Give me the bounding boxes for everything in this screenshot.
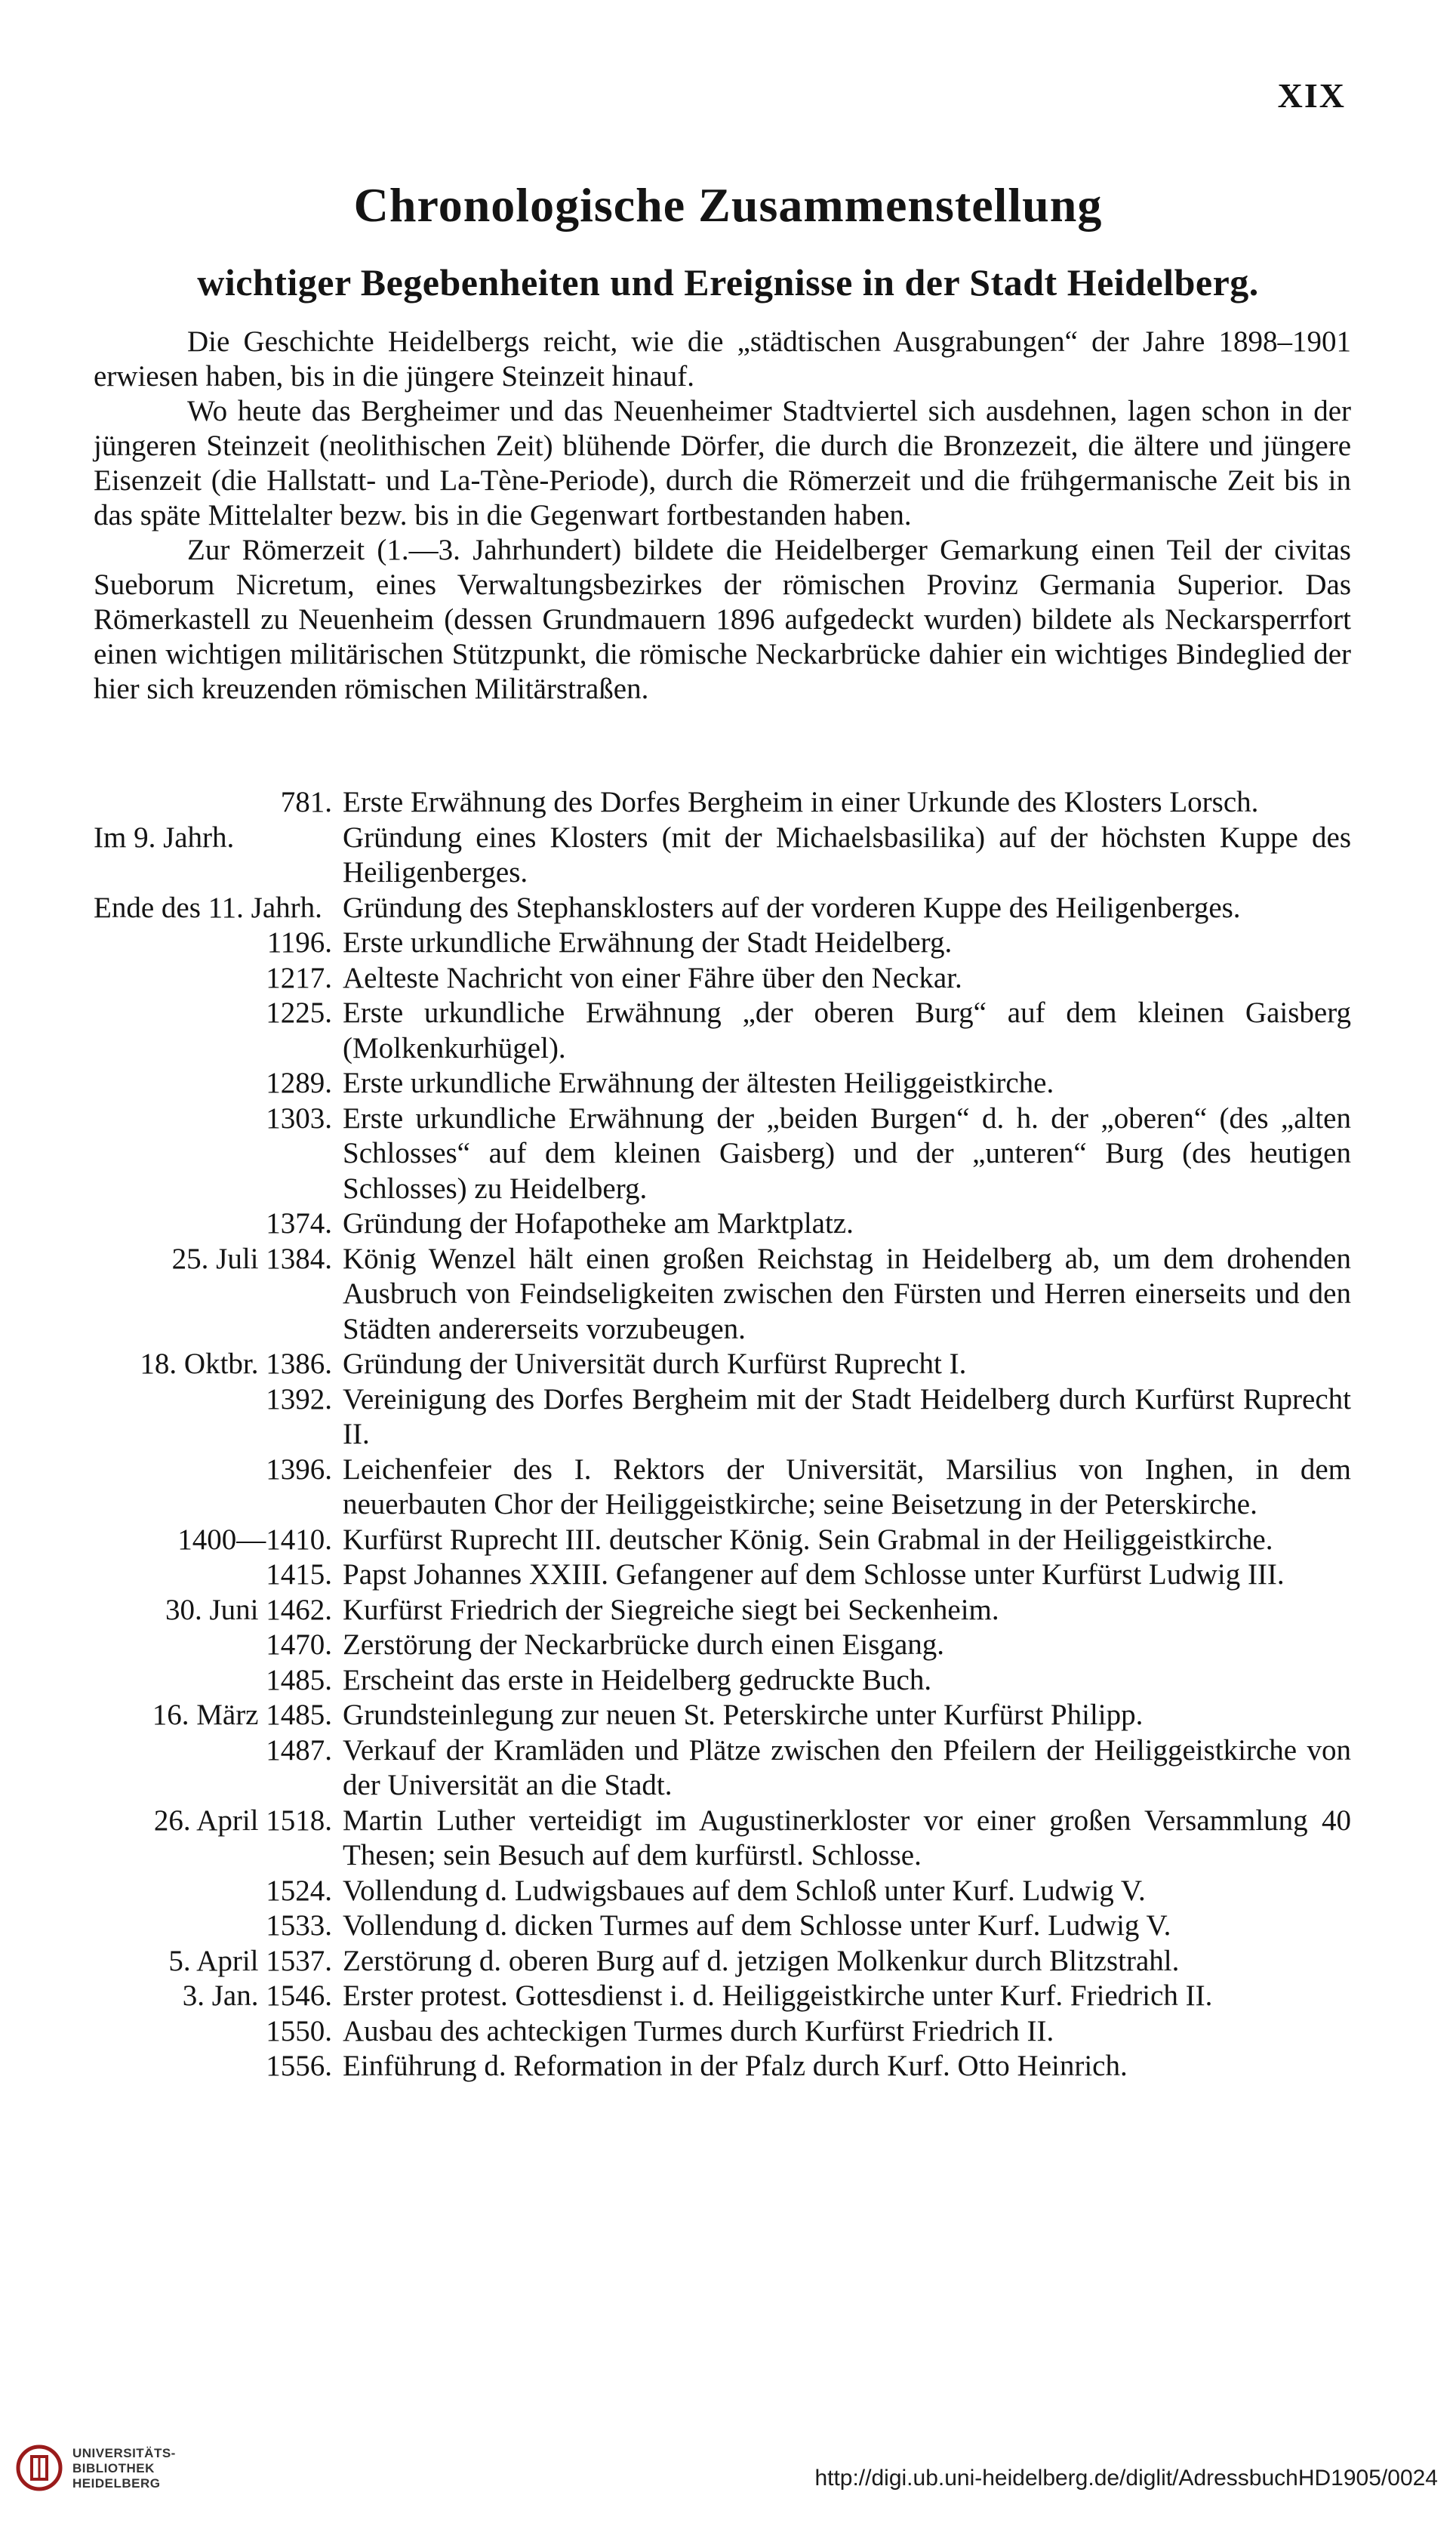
entry-text: Vereinigung des Dorfes Bergheim mit der Stadt Heidelberg durch Kurfürst Ruprecht II. xyxy=(343,1382,1351,1450)
entry-text: Erste urkundliche Erwähnung „der oberen Burg“ auf dem kleinen Gaisberg (Molkenkurhügel). xyxy=(343,997,1351,1064)
chronology-entry xyxy=(94,1593,1351,1628)
chronology-entry xyxy=(94,1347,1351,1382)
library-line: BIBLIOTHEK xyxy=(72,2461,155,2475)
chronology-entry xyxy=(94,1979,1351,2014)
entry-text: Gründung des Stephansklosters auf der vorderen Kuppe des Heiligenberges. xyxy=(343,891,1241,924)
entry-date: 1556. xyxy=(266,2050,332,2082)
intro-paragraph: Wo heute das Bergheimer und das Neuenheimer Stadtviertel sich ausdehnen, lagen schon in der jüngeren Steinzeit (neolithischen Zeit) blühende Dörfer, die durch die Bronzezeit, die ältere und jüngere Eisenzeit (die Hallstatt- und La-Tène-Periode), durch die Römerzeit und die frühgermanische Zeit bis in das späte Mittelalter bezw. bis in die Gegenwart fortbestanden haben. xyxy=(94,395,1351,531)
entry-date: Ende des 11. Jahrh. xyxy=(94,891,322,924)
entry-date: 3. Jan. 1546. xyxy=(182,1979,332,2012)
entry-text: Kurfürst Friedrich der Siegreiche siegt bei Seckenheim. xyxy=(343,1593,999,1626)
entry-text: Papst Johannes XXIII. Gefangener auf dem Schlosse unter Kurfürst Ludwig III. xyxy=(343,1558,1285,1591)
entry-text: Erste Erwähnung des Dorfes Bergheim in einer Urkunde des Klosters Lorsch. xyxy=(343,786,1259,818)
chronology-entry xyxy=(94,1663,1351,1699)
intro-text xyxy=(94,325,1351,707)
chronology-entry xyxy=(94,1452,1351,1523)
entry-text: Zerstörung der Neckarbrücke durch einen Eisgang. xyxy=(343,1628,945,1661)
entry-date: 1225. xyxy=(266,997,332,1029)
chronology-entry xyxy=(94,1804,1351,1874)
chronology-entry xyxy=(94,2049,1351,2084)
chronology-entry xyxy=(94,1242,1351,1348)
entry-date: 1470. xyxy=(266,1628,332,1661)
library-line: UNIVERSITÄTS- xyxy=(72,2446,176,2460)
entry-date: 1303. xyxy=(266,1101,332,1135)
chronology-entry xyxy=(94,1874,1351,1909)
university-library-logo-icon xyxy=(15,2441,63,2494)
entry-date: 30. Juni 1462. xyxy=(165,1593,332,1626)
entry-date: 1533. xyxy=(266,1909,332,1942)
entry-text: Verkauf der Kramläden und Plätze zwischen den Pfeilern der Heiliggeistkirche von der Universität an die Stadt. xyxy=(343,1733,1351,1801)
footer xyxy=(0,2422,1456,2523)
chronology-entry xyxy=(94,1206,1351,1242)
intro-paragraph: Zur Römerzeit (1.—3. Jahrhundert) bildete die Heidelberger Gemarkung einen Teil der civitas Sueborum Nicretum, eines Verwaltungsbezirkes der römischen Provinz Germania Superior. Das Römerkastell zu Neuenheim (dessen Grundmauern 1896 aufgedeckt wurden) bildete als Neckarsperrfort einen wichtigen militärischen Stützpunkt, die römische Neckarbrücke dahier ein wichtiges Bindeglied der hier sich kreuzenden römischen Militärstraßen. xyxy=(94,534,1351,705)
chronology-entry xyxy=(94,785,1351,821)
entry-text: Leichenfeier des I. Rektors der Universität, Marsilius von Inghen, in dem neuerbauten Chor der Heiliggeistkirche; seine Beisetzung in der Peterskirche. xyxy=(343,1452,1351,1520)
source-url-link[interactable]: http://digi.ub.uni-heidelberg.de/diglit/AdressbuchHD1905/0024 xyxy=(814,2466,1438,2491)
chronology-entry xyxy=(94,1628,1351,1663)
entry-text: Gründung der Universität durch Kurfürst Ruprecht I. xyxy=(343,1348,967,1380)
chronology-entry xyxy=(94,1523,1351,1558)
entry-text: Einführung d. Reformation in der Pfalz durch Kurf. Otto Heinrich. xyxy=(343,2050,1128,2082)
entry-text: Martin Luther verteidigt im Augustinerkloster vor einer großen Versammlung 40 Thesen; sein Besuch auf dem kurfürstl. Schlosse. xyxy=(343,1804,1351,1871)
entry-text: Zerstörung d. oberen Burg auf d. jetzigen Molkenkur durch Blitzstrahl. xyxy=(343,1944,1180,1977)
chronology-entry xyxy=(94,2014,1351,2050)
chronology-entry xyxy=(94,1698,1351,1733)
library-name xyxy=(72,2446,176,2491)
chronology-entry xyxy=(94,821,1351,891)
entry-date: 1217. xyxy=(266,961,332,994)
chronology-entry xyxy=(94,1733,1351,1804)
entry-text: Gründung eines Klosters (mit der Michaelsbasilika) auf der höchsten Kuppe des Heiligenberges. xyxy=(343,821,1351,889)
chronology-entry xyxy=(94,1557,1351,1593)
entry-text: Ausbau des achteckigen Turmes durch Kurfürst Friedrich II. xyxy=(343,2014,1054,2047)
chronology-entry xyxy=(94,891,1351,926)
entry-text: Kurfürst Ruprecht III. deutscher König. Sein Grabmal in der Heiliggeistkirche. xyxy=(343,1523,1273,1556)
entry-text: Erscheint das erste in Heidelberg gedruckte Buch. xyxy=(343,1663,932,1696)
chronology-entry xyxy=(94,996,1351,1066)
entry-date: 26. April 1518. xyxy=(153,1804,332,1837)
chronology-entry xyxy=(94,1944,1351,1979)
entry-text: König Wenzel hält einen großen Reichstag in Heidelberg ab, um dem drohenden Ausbruch von Feindseligkeiten zwischen den Fürsten und Herren einerseits und den Städten andererseits vorzubeugen. xyxy=(343,1242,1351,1345)
entry-date: 1400—1410. xyxy=(177,1523,332,1556)
entry-text: Vollendung d. dicken Turmes auf dem Schlosse unter Kurf. Ludwig V. xyxy=(343,1909,1171,1942)
entry-date: 5. April 1537. xyxy=(168,1944,332,1977)
intro-paragraph: Die Geschichte Heidelbergs reicht, wie die „städtischen Ausgrabungen“ der Jahre 1898–1901 erwiesen haben, bis in die jüngere Steinzeit hinauf. xyxy=(94,325,1351,393)
entry-date: 1196. xyxy=(266,926,332,959)
entry-date: 25. Juli 1384. xyxy=(171,1242,332,1275)
chronology-entry xyxy=(94,1382,1351,1452)
page-title: Chronologische Zusammenstellung xyxy=(353,178,1103,232)
entry-text: Grundsteinlegung zur neuen St. Peterskirche unter Kurfürst Philipp. xyxy=(343,1699,1144,1731)
entry-text: Aelteste Nachricht von einer Fähre über den Neckar. xyxy=(343,961,962,994)
entry-date: 16. März 1485. xyxy=(152,1699,332,1731)
page-subtitle: wichtiger Begebenheiten und Ereignisse in der Stadt Heidelberg. xyxy=(197,261,1259,303)
entry-date: 1550. xyxy=(266,2014,332,2047)
entry-date: 1396. xyxy=(266,1452,332,1486)
chronology-entry xyxy=(94,926,1351,961)
entry-date: Im 9. Jahrh. xyxy=(94,821,235,854)
chronology-entry xyxy=(94,1101,1351,1207)
entry-date: 781. xyxy=(280,786,332,818)
entry-text: Erste urkundliche Erwähnung der „beiden Burgen“ d. h. der „oberen“ (des „alten Schlosses“ auf dem kleinen Gaisberg) und der „unteren“ Burg (des heutigen Schlosses) zu Heidelberg. xyxy=(343,1101,1351,1205)
chronology-entry xyxy=(94,1908,1351,1944)
entry-text: Erster protest. Gottesdienst i. d. Heiliggeistkirche unter Kurf. Friedrich II. xyxy=(343,1979,1213,2012)
entry-date: 1392. xyxy=(266,1382,332,1416)
page-number: XIX xyxy=(1277,76,1346,115)
entry-date: 1374. xyxy=(266,1207,332,1240)
entry-date: 1485. xyxy=(266,1663,332,1696)
library-line: HEIDELBERG xyxy=(72,2476,161,2491)
entry-text: Erste urkundliche Erwähnung der ältesten Heiliggeistkirche. xyxy=(343,1067,1054,1099)
entry-text: Vollendung d. Ludwigsbaues auf dem Schloß unter Kurf. Ludwig V. xyxy=(343,1874,1146,1907)
chronology-entry xyxy=(94,1066,1351,1101)
entry-date: 1289. xyxy=(266,1067,332,1099)
entry-date: 1524. xyxy=(266,1874,332,1907)
entry-text: Gründung der Hofapotheke am Marktplatz. xyxy=(343,1207,854,1240)
chronology-entry xyxy=(94,961,1351,997)
entry-text: Erste urkundliche Erwähnung der Stadt Heidelberg. xyxy=(343,926,953,959)
entry-date: 18. Oktbr. 1386. xyxy=(140,1348,332,1380)
entry-date: 1487. xyxy=(266,1733,332,1767)
chronology-list xyxy=(94,785,1351,2084)
entry-date: 1415. xyxy=(266,1558,332,1591)
